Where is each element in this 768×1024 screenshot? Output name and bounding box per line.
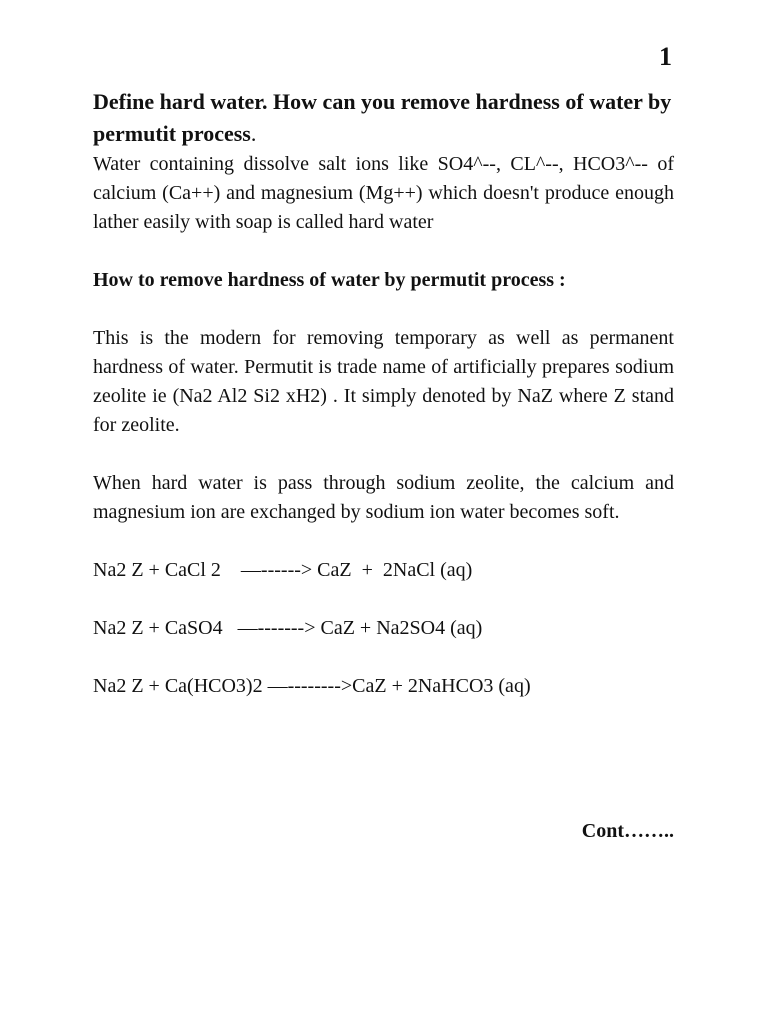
equation-cahco3: Na2 Z + Ca(HCO3)2 —-------->CaZ + 2NaHCO3 (aq) <box>93 675 531 697</box>
page-number: 1 <box>659 42 672 71</box>
document-body <box>93 86 674 701</box>
question-title <box>93 86 674 150</box>
question-title-text: Define hard water. How can you remove hardness of water by permutit process <box>93 89 672 146</box>
equation-cacl2: Na2 Z + CaCl 2 —------> CaZ + 2NaCl (aq) <box>93 559 473 581</box>
continuation-label: Cont…….. <box>581 820 674 842</box>
permutit-paragraph: This is the modern for removing temporary as well as permanent hardness of water. Permutit is trade name of artificially prepares sodium zeolite ie (Na2 Al2 Si2 xH2) . It simply denoted by NaZ where Z stand for zeolite. <box>93 327 674 436</box>
exchange-paragraph: When hard water is pass through sodium zeolite, the calcium and magnesium ion are exchanged by sodium ion water becomes soft. <box>93 472 674 523</box>
section-subheading: How to remove hardness of water by permutit process : <box>93 269 566 291</box>
question-title-period: . <box>250 121 257 146</box>
definition-paragraph: Water containing dissolve salt ions like SO4^--, CL^--, HCO3^-- of calcium (Ca++) and magnesium (Mg++) which doesn't produce enough lather easily with soap is called hard water <box>93 153 674 233</box>
equation-caso4: Na2 Z + CaSO4 —-------> CaZ + Na2SO4 (aq) <box>93 617 483 639</box>
